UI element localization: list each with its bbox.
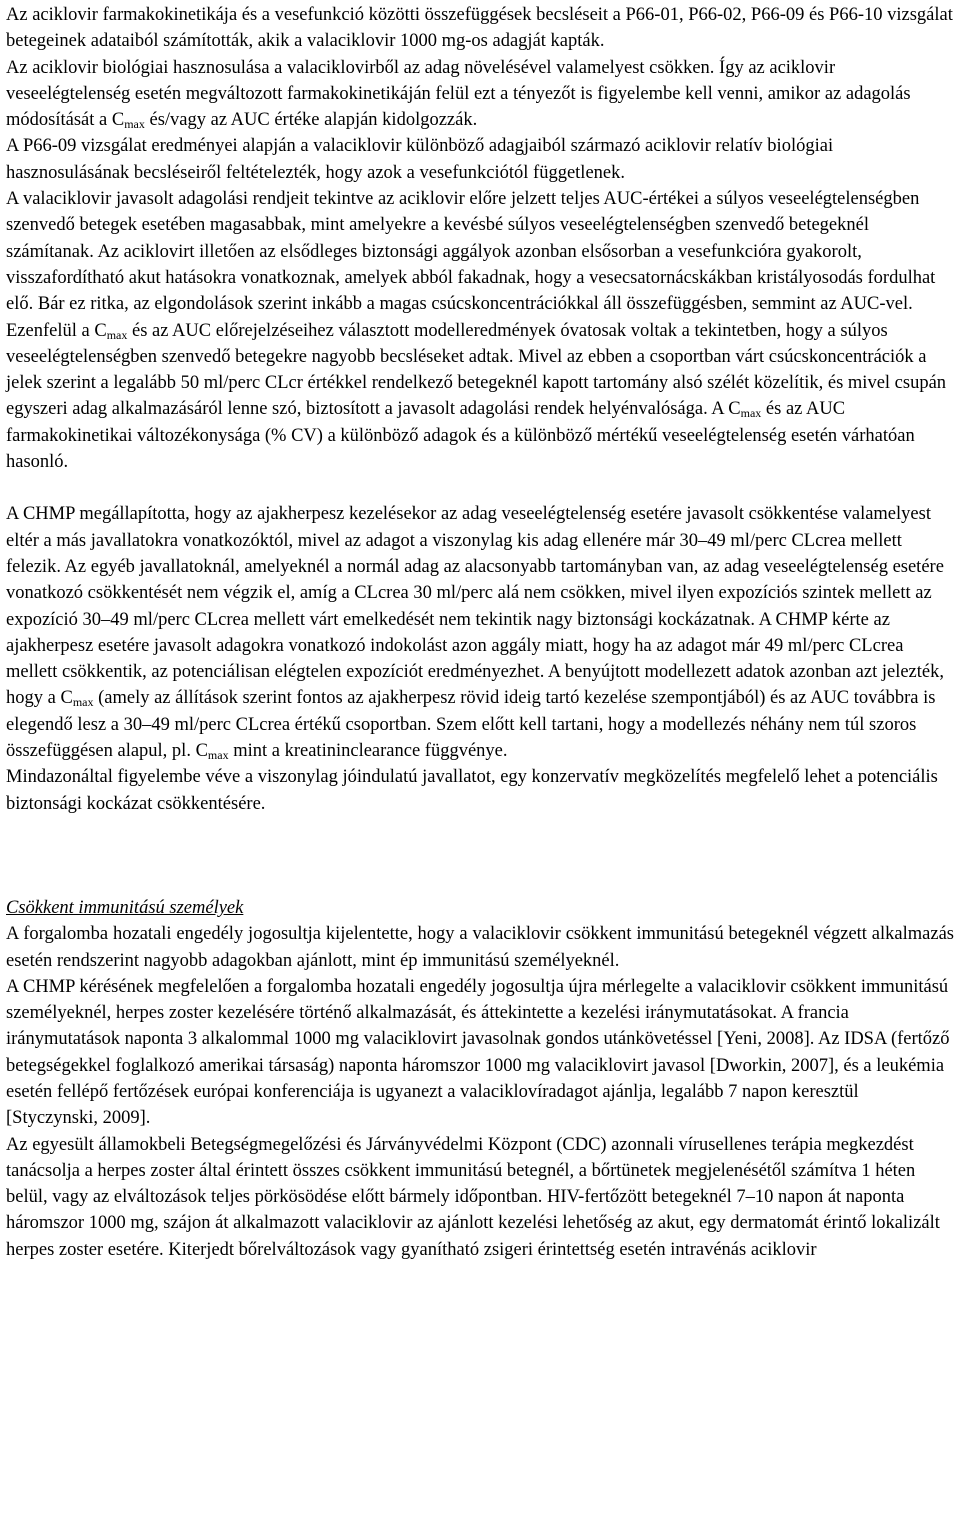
paragraph-text: Az aciklovir farmakokinetikája és a vesefunkció közötti összefüggések becsléseit a P66-01, P66-02, P66-09 és P66-10 vizsgálat betegeinek adataiból számították, akik a valaciklovir 1000 mg-os adagját kapták. [6, 5, 953, 52]
paragraph-chmp-dose-reduction [6, 501, 954, 764]
subscript-max: max [207, 748, 229, 763]
subscript-max: max [124, 117, 145, 132]
section-chmp-herpes-labialis [6, 501, 954, 817]
paragraph-dosing-regimen [6, 186, 954, 475]
subscript-max: max [72, 695, 94, 710]
subscript-max: max [740, 406, 762, 421]
paragraph-text: Az aciklovir biológiai hasznosulása a valaciklovirből az adag növelésével valamelyest csökken. Így az aciklovir veseelégtelenség esetén megváltozott farmakokinetikáján felül ezt a tényezőt is figyelembe kell venni, amikor az adagolás módosítását a C [6, 57, 911, 131]
subscript-max: max [106, 327, 128, 342]
paragraph-guidelines [6, 974, 954, 1132]
paragraph-cdc [6, 1132, 954, 1263]
paragraph-text: és/vagy az AUC értéke alapján kidolgozzák. [144, 110, 478, 131]
spacer [6, 475, 954, 501]
paragraph-p66-09 [6, 133, 954, 186]
paragraph-text: A valaciklovir javasolt adagolási rendjeit tekintve az aciklovir előre jelzett teljes AUC-értékei a súlyos veseelégtelenségben szenvedő betegek esetében magasabbak, mint amelyekre a kevésbé súlyos veseelégtelenségben szenvedő betegeknél számítanak. Az aciklovirt illetően az elsődleges biztonsági aggályok azonban elsősorban a vesefunkcióra gyakorolt, visszafordítható akut hatásokra vonatkoznak, amelyek abból fakadnak, hogy a vesecsatornácskákban kristályosodás fordulhat elő. Bár ez ritka, az elgondolások szerint inkább a magas csúcskoncentrációkkal áll összefüggésben, semmint az AUC-vel. Ezenfelül a C [6, 189, 936, 341]
paragraph-text: és az AUC előrejelzéseihez választott modelleredmények óvatosak voltak a tekintetben, hogy a súlyos veseelégtelenségben szenvedő betegekre nagyobb becsléseket adtak. Mivel az ebben a csoportban várt csúcskoncentrációk a jelek szerint a legalább 50 ml/perc CLcr értékkel rendelkező betegeknél kapott tartomány alsó szélét közelítik, és mivel csupán egyszeri adag alkalmazásáról lenne szó, biztosított a javasolt adagolási rendek helyénvalósága. A C [6, 320, 947, 420]
spacer [6, 817, 954, 895]
paragraph-conservative-approach [6, 764, 954, 817]
paragraph-text: Mindazonáltal figyelembe véve a viszonylag jóindulatú javallatot, egy konzervatív megközelítés megfelelő lehet a potenciális biztonsági kockázat csökkentésére. [6, 767, 938, 814]
paragraph-text: A P66-09 vizsgálat eredményei alapján a valaciklovir különböző adagjaiból származó aciklovir relatív biológiai hasznosulásának becsléseiről feltételezték, hogy azok a vesefunkciótól függetlenek. [6, 136, 834, 183]
paragraph-mah-statement [6, 921, 954, 974]
section-heading: Csökkent immunitású személyek [6, 897, 244, 918]
paragraph-text: A forgalomba hozatali engedély jogosultja kijelentette, hogy a valaciklovir csökkent immunitású betegeknél végzett alkalmazás esetén rendszerint nagyobb adagokban ajánlott, mint ép immunitású személyeknél. [6, 924, 954, 971]
paragraph-text: A CHMP kérésének megfelelően a forgalomba hozatali engedély jogosultja újra mérlegelte a valaciklovir csökkent immunitású személyeknél, herpes zoster kezelésére történő alkalmazását, és áttekintette a kezelési iránymutatásokat. A francia iránymutatások naponta 3 alkalommal 1000 mg valaciklovirt javasolnak gondos utánkövetéssel [Yeni, 2008]. Az IDSA (fertőző betegségekkel foglalkozó amerikai társaság) naponta háromszor 1000 mg valaciklovirt javasol [Dworkin, 2007], és a leukémia esetén fellépő fertőzések európai konferenciája is ugyanezt a valaciklovíradagot ajánlja, legalább 7 napon keresztül [Styczynski, 2009]. [6, 976, 950, 1129]
section-immunocompromised [6, 895, 954, 1263]
paragraph-text: és az AUC farmakokinetikai változékonysága (% CV) a különböző adagok és a különböző mértékű veseelégtelenség esetén várhatóan hasonló. [6, 399, 915, 473]
section-pharmacokinetics [6, 0, 954, 475]
paragraph-bioavailability [6, 55, 954, 134]
paragraph-estimates [6, 2, 954, 55]
paragraph-text: Az egyesült államokbeli Betegségmegelőzési és Járványvédelmi Központ (CDC) azonnali vírusellenes terápia megkezdést tanácsolja a herpes zoster által érintett összes csökkent immunitású betegnél, a bőrtünetek megjelenésétől számítva 1 héten belül, vagy az elváltozások teljes pörkösödése előtt bármely időpontban. HIV-fertőzött betegeknél 7–10 napon át naponta háromszor 1000 mg, szájon át alkalmazott valaciklovir az ajánlott kezelési lehetőség az akut, egy dermatomát érintő lokalizált herpes zoster esetére. Kiterjedt bőrelváltozások vagy gyanítható zsigeri érintettség esetén intravénás aciklovir [6, 1134, 940, 1260]
paragraph-text: mint a kreatininclearance függvénye. [228, 741, 508, 762]
paragraph-text: A CHMP megállapította, hogy az ajakherpesz kezelésekor az adag veseelégtelenség esetére javasolt csökkentése valamelyest eltér a más javallatokra vonatkozóktól, mivel az adagot a viszonylag kis adag ellenére már 30–49 ml/perc CLcrea mellett felezik. Az egyéb javallatoknál, amelyeknél a normál adag az alacsonyabb tartományban van, az adag veseelégtelenség esetére vonatkozó csökkentését nem végzik el, amíg a CLcrea 30 ml/perc alá nem csökken, mivel ilyen expozíciós szintek mellett az expozíció 30–49 ml/perc CLcrea mellett várt emelkedését nem tekintik nagy biztonsági kockázatnak. A CHMP kérte az ajakherpesz esetére javasolt adagokra vonatkozó indokolást azon aggály miatt, hogy ha az adagot már 49 ml/perc CLcrea mellett csökkentik, az potenciálisan elégtelen expozíciót eredményezhet. A benyújtott modellezett adatok azonban azt jelezték, hogy a C [6, 504, 944, 709]
paragraph-text: (amely az állítások szerint fontos az ajakherpesz rövid ideig tartó kezelése szempontjából) és az AUC továbbra is elegendő lesz a 30–49 ml/perc CLcrea értékű csoportban. Szem előtt kell tartani, hogy a modellezés néhány nem túl szoros összefüggésen alapul, pl. C [6, 688, 936, 762]
